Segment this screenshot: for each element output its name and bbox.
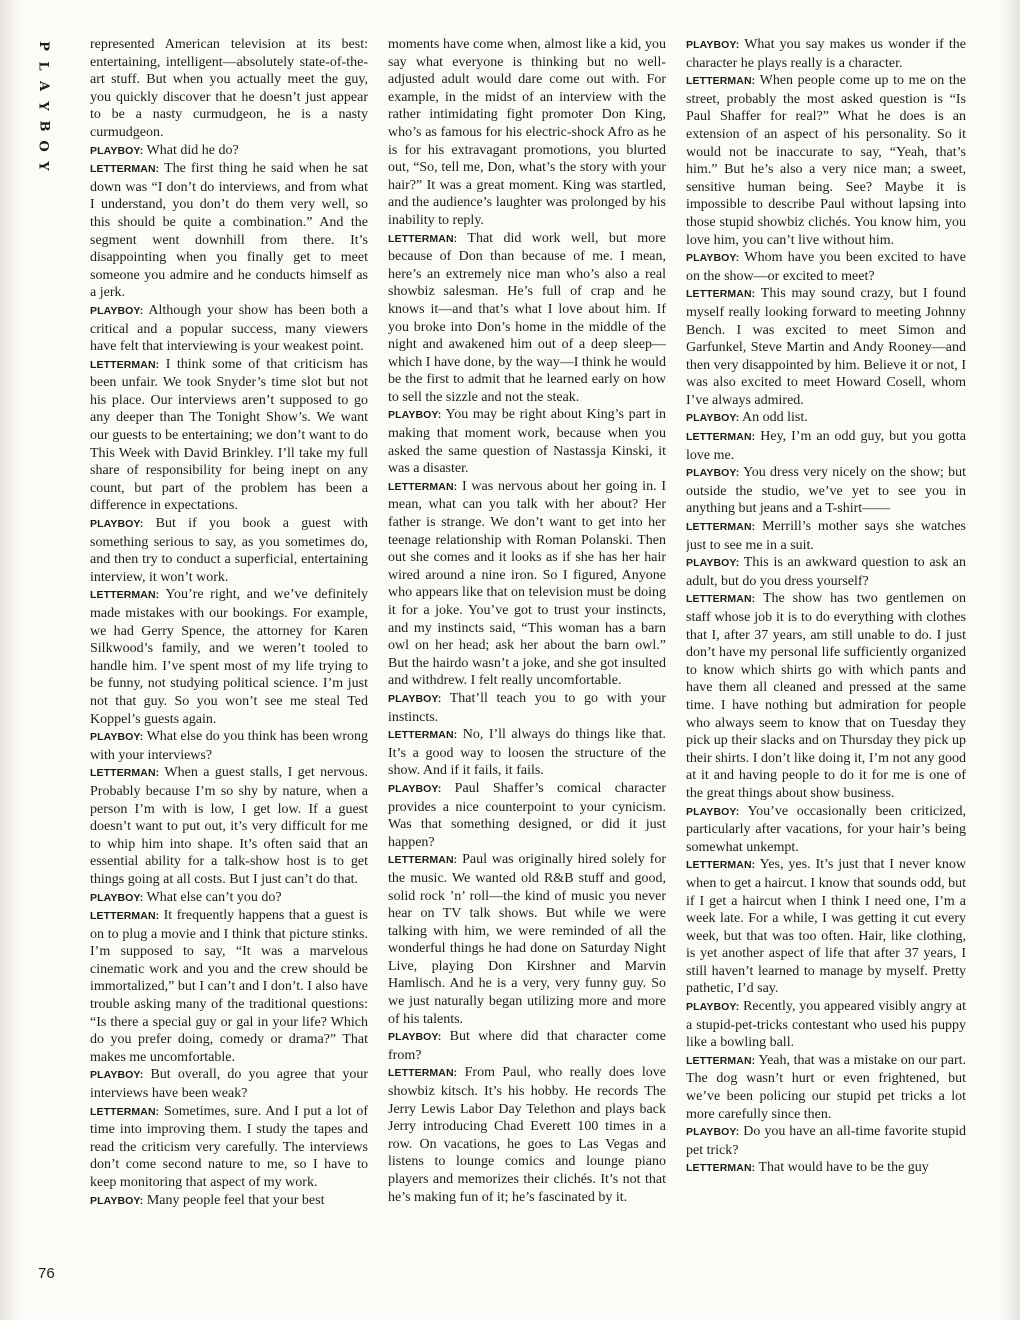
interview-paragraph [90,764,368,888]
paragraph-text: That would have to be the guy [755,1160,929,1176]
speaker-label: LETTERMAN: [686,1054,756,1067]
interview-paragraph [90,160,368,302]
paragraph-text: You’ve occasionally been criticized, particularly after vacations, for your hair’s being somewhat unkempt. [686,803,966,855]
paragraph-text: This is an awkward question to ask an adult, but do you dress yourself? [686,555,966,589]
speaker-label: LETTERMAN: [90,1105,160,1118]
speaker-label: PLAYBOY: [686,805,740,818]
interview-paragraph [90,1066,368,1102]
speaker-label: PLAYBOY: [90,731,144,744]
page-edge-right [998,0,1020,1320]
interview-paragraph [686,554,966,590]
paragraph-text: But if you book a guest with something serious to say, as you sometimes do, and then try to conduct a superficial, entertaining interview, it won’t work. [90,516,368,585]
speaker-label: LETTERMAN: [388,854,458,867]
paragraph-text: This may sound crazy, but I found myself really looking forward to meeting Johnny Bench. I was excited to meet Simon and Garfunkel, Steve Martin and Andy Rooney—and then very disappointed by him. Believe it or not, I was also excited to meet Howard Cosell, whom I’ve always admired. [686,286,966,408]
interview-paragraph [388,230,666,407]
speaker-label: PLAYBOY: [686,467,740,480]
running-head-letter: O [35,140,51,152]
interview-paragraph [90,302,368,356]
speaker-label: LETTERMAN: [388,480,458,493]
paragraph-text: What else do you think has been wrong with your interviews? [90,729,368,763]
speaker-label: LETTERMAN: [388,1067,458,1080]
speaker-label: LETTERMAN: [388,232,458,245]
paragraph-text: You’re right, and we’ve definitely made mistakes with our bookings. For example, we had Gerry Spence, the attorney for Karen Silkwood’s family, and we weren’t tooled to handle him. I’ve spent most of my life trying to be funny, not studying political science. I’m just not that guy. So you won’t see me steal Ted Koppel’s guests again. [90,587,368,727]
paragraph-text: I was nervous about her going in. I mean, what can you talk with her about? Her father is strange. We don’t want to get into her teenage relationship with Roman Polanski. Then out she comes and it looks as if she has her hair wired around a nine iron. So I figured, Anyone who appears like that on television must be doing it for a joke. You’ve got to trust your instincts, and my instincts said, “This woman has a barn owl on her head; ask her about the barn owl.” But the hairdo wasn’t a joke, and she got insulted and withdrew. I felt really uncomfortable. [388,478,666,689]
running-head-letter: L [35,61,51,71]
interview-paragraph [686,249,966,285]
interview-paragraph [686,36,966,72]
speaker-label: PLAYBOY: [388,782,442,795]
paragraph-text: Many people feel that your best [143,1192,325,1208]
text-column-2 [388,36,666,1286]
paragraph-text: What did he do? [143,142,239,158]
interview-paragraph [388,726,666,780]
text-column-3 [686,36,966,1286]
speaker-label: PLAYBOY: [686,39,740,51]
paragraph-continued: moments have come when, almost like a kid, you say what everyone is thinking but no well-adjusted adult would dare come out with. For example, in the midst of an interview with the rather intimidating fight promoter Don King, who’s as famous for his electric-shock Afro as he is for his extravagant promotions, you blurted out, “So, tell me, Don, what’s the story with your hair?” It was a great moment. King was startled, and the audience’s laughter was prolonged by his inability to reply. [388,37,666,228]
running-head-letter: P [36,41,51,51]
speaker-label: PLAYBOY: [90,1069,144,1082]
running-head [26,36,60,176]
interview-paragraph [686,1123,966,1159]
paragraph-text: Although your show has been both a critical and a popular success, many viewers have felt that interviewing is your weakest point. [90,302,368,355]
interview-paragraph [388,690,666,726]
paragraph-text: That did work well, but more because of Don than because of me. I mean, here’s an extremely nice man who’s also a real showbiz salesman. He’s full of crap and he knows it—and that’s what I love about him. If you broke into Don’s home in the middle of the night and awakened him out of a deep sleep—which I have done, by the way—I think he would be the first to admit that he learned early on how to sell the sizzle and not the steak. [388,230,666,405]
speaker-label: LETTERMAN: [686,593,756,606]
speaker-label: LETTERMAN: [686,75,756,88]
paragraph-text: From Paul, who really does love showbiz kitsch. It’s his hobby. He records The Jerry Lewis Labor Day Telethon and plays back Jerry introducing Chad Everett 100 times in a row. On vacations, he goes to Las Vegas and listens to lounge comics and lounge piano players and memorizes their clichés. It’s not that he’s making fun of it; he’s fascinated by it. [388,1065,666,1205]
interview-paragraph [90,1192,368,1211]
paragraph-text: Whom have you been excited to have on the show—or excited to meet? [686,250,966,284]
interview-paragraph [686,1159,966,1178]
interview-paragraph [388,1064,666,1206]
page-number: 76 [38,1265,55,1282]
running-head-letter: A [36,80,51,92]
paragraph-text: Paul Shaffer’s comical character provides a nice counterpoint to your cynicism. Was that something designed, or did it just happen? [388,780,666,850]
speaker-label: PLAYBOY: [686,412,740,425]
speaker-label: PLAYBOY: [90,144,144,157]
interview-paragraph [388,780,666,851]
interview-paragraph [686,590,966,802]
paragraph-text: The show has two gentlemen on staff whose job it is to do everything with clothes that I, after 37 years, am still unable to do. I just don’t have my personal life sufficiently organized to know which shirts go with which pants and have them all cleaned and pressed at the same time. I have nothing but admiration for people who always seem to know that on Tuesday they pick up their slacks and on Thursday they pick up their shirts. I don’t like doing it, I’m not any good at it and having people to do it for me is one of the great things about show business. [686,591,966,801]
paragraph-text: The first thing he said when he sat down was “I don’t do interviews, and from what I understand, you don’t do them very well, so this should be quite a combination.” And the segment went downhill from there. It’s disappointing when you finally get to meet someone you admire and he conducts himself as a jerk. [90,161,368,301]
paragraph-text: When people come up to me on the street, probably the most asked question is “Is Paul Shaffer for real?” What he does is an extension of an aspect of his personality. So it would not be inaccurate to say, “Yeah, that’s him.” But he’s also a very nice man; a sweet, sensitive human being. See? Maybe it is impossible to describe Paul without lapsing into those stupid showbiz clichés. You know him, you love him, you can’t live without him. [686,73,966,248]
paragraph-text: But overall, do you agree that your interviews have been weak? [90,1067,368,1102]
paragraph-text: What you say makes us wonder if the character he plays really is a character. [686,37,966,71]
speaker-label: PLAYBOY: [90,518,144,531]
interview-paragraph [90,356,368,515]
speaker-label: LETTERMAN: [686,431,756,444]
interview-paragraph [686,409,966,428]
speaker-label: LETTERMAN: [388,729,458,742]
paragraph-text: It frequently happens that a guest is on to plug a movie and I think that picture stinks. I’m supposed to say, “It was a marvelous cinematic work and you and the crew should be immortalized,” but I can’t and I don’t. I also have trouble asking many of the traditional questions: “Is there a special guy or gal in your life? Which do you prefer doing, comedy or drama?” That makes me uncomfortable. [90,908,368,1065]
speaker-label: LETTERMAN: [686,521,756,534]
speaker-label: LETTERMAN: [90,767,160,780]
interview-paragraph [686,803,966,857]
interview-paragraph [686,998,966,1052]
page-edge-left [0,0,22,1320]
paragraph-text: I think some of that criticism has been unfair. We took Snyder’s time slot but not his place. Our interviews aren’t supposed to go any deeper than The Tonight Show’s. We want our guests to be entertaining; we don’t want to do This Week with David Brinkley. I’ll take my full share of responsibility for being inept on any count, but part of the problem has been a difference in expectations. [90,356,368,514]
paragraph-text: Paul was originally hired solely for the music. We wanted old R&B stuff and good, solid rock ’n’ roll—the kind of music you never hear on TV talk shows. But while we were talking with him, we were reminded of all the wonderful things he had done on Saturday Night Live, playing Don Kirshner and Marvin Hamlisch. And he is a very, very funny guy. So we just naturally began utilizing more and more of his talents. [388,852,666,1027]
interview-paragraph [90,889,368,908]
running-head-letter: Y [36,101,51,111]
interview-paragraph [388,851,666,1028]
speaker-label: PLAYBOY: [686,1001,740,1014]
speaker-label: PLAYBOY: [388,692,442,705]
interview-paragraph [686,72,966,249]
paragraph-text: But where did that character come from? [388,1029,666,1063]
speaker-label: LETTERMAN: [686,1162,756,1175]
paragraph-continued: represented American television at its best: entertaining, intelligent—absolutely state-of-the-art stuff. But when you actually meet the guy, you quickly discover that he doesn’t just appear to be a nasty curmudgeon, he is a nasty curmudgeon. [90,37,368,140]
speaker-label: PLAYBOY: [90,304,144,317]
speaker-label: LETTERMAN: [686,288,756,301]
speaker-label: PLAYBOY: [388,409,442,422]
speaker-label: LETTERMAN: [90,910,160,923]
paragraph-text: An odd list. [739,410,808,426]
speaker-label: LETTERMAN: [90,358,160,371]
speaker-label: LETTERMAN: [686,859,756,872]
speaker-label: LETTERMAN: [90,163,160,176]
running-head-letter: B [36,120,51,132]
text-column-1 [90,36,368,1286]
speaker-label: PLAYBOY: [90,891,144,904]
speaker-label: PLAYBOY: [686,1126,740,1139]
paragraph-text: Recently, you appeared visibly angry at a stupid-pet-tricks contestant who used his puppy like a bowling ball. [686,999,966,1051]
interview-paragraph [388,478,666,690]
paragraph-text: What else can’t you do? [143,889,282,905]
paragraph-text: No, I’ll always do things like that. It’s a good way to loosen the structure of the show. And if it fails, it fails. [388,727,666,779]
interview-paragraph [90,515,368,586]
speaker-label: PLAYBOY: [388,1031,442,1044]
speaker-label: PLAYBOY: [686,252,740,265]
running-head-letter: Y [36,161,51,171]
interview-paragraph [90,142,368,161]
interview-paragraph [388,1028,666,1064]
interview-paragraph [90,586,368,728]
paragraph-text: Hey, I’m an odd guy, but you gotta love me. [686,429,966,463]
paragraph-text: Merrill’s mother says she watches just to see me in a suit. [686,519,966,553]
paragraph-text: You dress very nicely on the show; but outside the studio, we’ve yet to see you in anything but jeans and a T-shirt—— [686,465,966,517]
paragraph-text: That’ll teach you to go with your instincts. [388,690,666,725]
interview-paragraph [388,406,666,477]
interview-paragraph [90,907,368,1066]
speaker-label: LETTERMAN: [90,589,160,602]
speaker-label: PLAYBOY: [686,557,740,570]
interview-paragraph [90,728,368,764]
paragraph-text: Sometimes, sure. And I put a lot of time into improving them. I study the tapes and read the criticism very carefully. The interviews don’t come second nature to me, so I have to keep monitoring that aspect of my work. [90,1103,368,1190]
interview-paragraph [686,1052,966,1123]
paragraph-text: Yes, yes. It’s just that I never know when to get a haircut. I know that sounds odd, but if I get a haircut when I think I need one, I’m a week late. For a while, I was getting it cut every week, but that was too often. Hair, like clothing, is yet another aspect of life that after 37 years, I still haven’t learned to manage by myself. Pretty pathetic, I’d say. [686,857,966,997]
paragraph-text: Yeah, that was a mistake on our part. The dog wasn’t hurt or even frightened, but we’ve been policing our stupid pet tricks a lot more carefully since then. [686,1052,966,1122]
interview-paragraph [686,464,966,518]
interview-paragraph [90,1103,368,1192]
paragraph-text: When a guest stalls, I get nervous. Probably because I’m so shy by nature, when a person I’m with is low, I get low. If a guest doesn’t want to put out, it’s very difficult for me to whip him into shape. It’s often said that an essential ability for a talk-show host is to get things going at all costs. But I just can’t do that. [90,765,368,887]
interview-paragraph [686,518,966,554]
paragraph-text: Do you have an all-time favorite stupid pet trick? [686,1124,966,1158]
interview-paragraph [686,285,966,409]
speaker-label: PLAYBOY: [90,1194,144,1207]
interview-paragraph [686,856,966,998]
interview-paragraph [686,428,966,464]
paragraph-text: You may be right about King’s part in making that moment work, because when you asked the same question of Nastassja Kinski, it was a disaster. [388,407,666,477]
